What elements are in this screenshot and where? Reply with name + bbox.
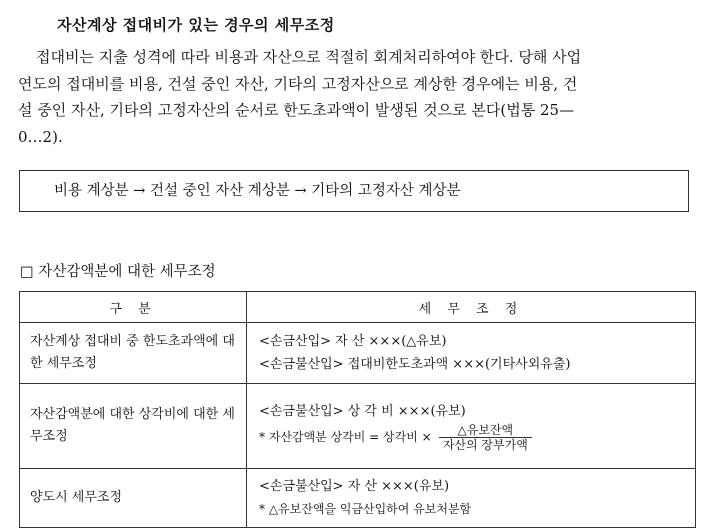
fraction-denominator: 자산의 장부가액 (442, 438, 528, 452)
row-label: 자산계상 접대비 중 한도초과액에 대한 세무조정 (20, 323, 247, 384)
adjustment-note: * △유보잔액을 익금산입하여 유보처분함 (259, 502, 472, 516)
adjustment-line: <손금불산입> 접대비한도초과액 ×××(기타사외유출) (259, 357, 571, 372)
order-flow-box: 비용 계상분 → 건설 중인 자산 계상분 → 기타의 고정자산 계상분 (19, 170, 689, 212)
paragraph-line: 설 중인 자산, 기타의 고정자산의 순서로 한도초과액이 발생된 것으로 본다(법통 25— (18, 101, 575, 119)
paragraph-line: 0…2). (18, 127, 63, 146)
body-paragraph (18, 44, 701, 150)
paragraph-line: 접대비는 지출 성격에 따라 비용과 자산으로 적절히 회계처리하여야 한다. 당해 사업 (36, 48, 582, 66)
table-row (20, 323, 696, 384)
formula-prefix: * 자산감액분 상각비 = 상각비 × (259, 430, 432, 444)
adjustment-line: <손금불산입> 상 각 비 ×××(유보) (259, 404, 466, 419)
header-category: 구 분 (20, 292, 247, 323)
row-label: 양도시 세무조정 (20, 469, 247, 528)
page-heading: 자산계상 접대비가 있는 경우의 세무조정 (57, 16, 335, 34)
row-label: 자산감액분에 대한 상각비에 대한 세무조정 (20, 384, 247, 469)
table-row (20, 384, 696, 469)
row-adjustment (247, 384, 696, 469)
row-adjustment (247, 469, 696, 528)
row-adjustment (247, 323, 696, 384)
table-header-row (20, 292, 696, 323)
formula-line (259, 423, 683, 452)
fraction-numerator: △유보잔액 (439, 423, 532, 438)
header-adjustment: 세 무 조 정 (247, 292, 696, 323)
formula-fraction (439, 423, 532, 452)
adjustment-line: <손금불산입> 자 산 ×××(유보) (259, 479, 450, 494)
adjustment-line: <손금산입> 자 산 ×××(△유보) (259, 334, 447, 349)
tax-adjustment-table (19, 291, 696, 528)
table-row (20, 469, 696, 528)
section-title: □ 자산감액분에 대한 세무조정 (20, 264, 216, 280)
paragraph-line: 연도의 접대비를 비용, 건설 중인 자산, 기타의 고정자산으로 계상한 경우에는 비용, 건 (18, 74, 578, 93)
